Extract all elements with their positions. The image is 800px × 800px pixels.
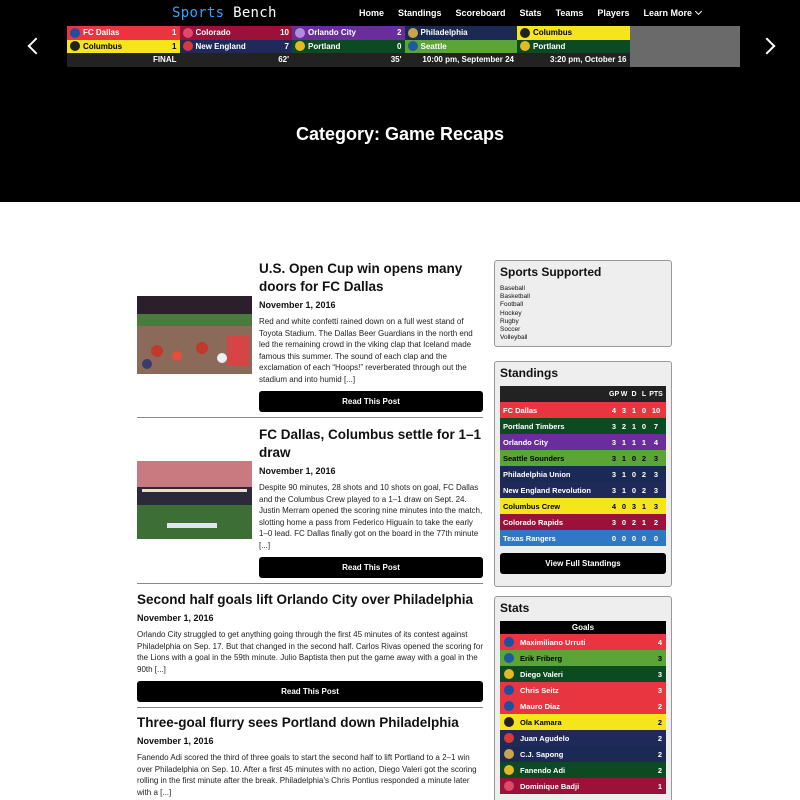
team-name: Portland <box>308 41 341 51</box>
scoreboard-team-row <box>517 40 630 54</box>
team-crest-icon <box>504 669 514 679</box>
goals-header: Goals <box>500 621 666 634</box>
team-name: Seattle <box>420 41 447 51</box>
standings-row[interactable] <box>500 466 666 482</box>
scoreboard-team-row <box>180 40 293 54</box>
team-score: 0 <box>397 41 402 51</box>
logo-text-sports: Sports <box>172 5 225 21</box>
standings-w: 1 <box>621 469 627 479</box>
team-crest-icon <box>504 685 514 695</box>
standings-team: Texas Rangers <box>503 533 556 543</box>
standings-row[interactable] <box>500 514 666 530</box>
team-crest-icon <box>520 28 530 38</box>
scoreboard-game[interactable] <box>517 26 630 67</box>
standings-widget <box>494 361 672 587</box>
sports-supported-widget <box>494 260 672 347</box>
standings-pts: 0 <box>653 533 659 543</box>
goals-row[interactable] <box>500 746 666 762</box>
game-status: 10:00 pm, September 24 <box>405 53 518 67</box>
widget-title: Stats <box>500 601 530 615</box>
team-crest-icon <box>183 28 193 38</box>
standings-team: New England Revolution <box>503 485 591 495</box>
sport-item[interactable]: Soccer <box>500 326 521 334</box>
main-nav <box>359 8 715 18</box>
scoreboard-team-row <box>292 40 405 54</box>
standings-gp: 4 <box>611 405 617 415</box>
standings-pts: 3 <box>653 453 659 463</box>
stadium-sunset-photo <box>137 461 252 539</box>
scoreboard-prev-arrow[interactable] <box>26 36 40 56</box>
standings-row[interactable] <box>500 418 666 434</box>
nav-learn-more-label: Learn More <box>643 8 692 18</box>
standings-d: 0 <box>631 485 637 495</box>
goals-row[interactable] <box>500 762 666 778</box>
standings-team: Seattle Sounders <box>503 453 565 463</box>
standings-team: Columbus Crew <box>503 501 561 511</box>
sport-item[interactable]: Volleyball <box>500 334 528 342</box>
team-crest-icon <box>504 653 514 663</box>
scoreboard-team-row <box>405 40 518 54</box>
team-name: New England <box>195 41 246 51</box>
standings-pts: 2 <box>653 517 659 527</box>
post-3 <box>137 591 483 702</box>
post-excerpt: Fanendo Adi scored the third of three goals to start the second half to lift Portland to a 2–1 win over Philadelphia on Sep. 10. After a first 45 minutes with no action, Diego Valeri got the scoring rolling in the first minute after the break. Philadelphia’s Chris Pontius responded a minute later with a [...] <box>137 753 477 797</box>
read-post-button[interactable]: Read This Post <box>137 681 483 702</box>
player-goals: 4 <box>657 637 662 647</box>
goals-row[interactable] <box>500 634 666 650</box>
standings-l: 1 <box>641 437 647 447</box>
standings-d: 1 <box>631 437 637 447</box>
standings-row[interactable] <box>500 498 666 514</box>
standings-w: 2 <box>621 421 627 431</box>
player-name: C.J. Sapong <box>520 749 564 759</box>
team-crest-icon <box>70 41 80 51</box>
post-title[interactable]: Three-goal flurry sees Portland down Philadelphia <box>137 715 459 730</box>
team-crest-icon <box>408 28 418 38</box>
stats-widget <box>494 596 672 800</box>
sport-item[interactable]: Football <box>500 301 524 309</box>
sport-item[interactable]: Basketball <box>500 293 530 301</box>
goals-row[interactable] <box>500 666 666 682</box>
post-divider <box>137 707 483 708</box>
team-crest-icon <box>70 28 80 38</box>
scoreboard-game[interactable] <box>180 26 293 67</box>
post-1 <box>259 260 483 412</box>
player-goals: 3 <box>657 653 662 663</box>
standings-l: 2 <box>641 469 647 479</box>
standings-gp: 0 <box>611 533 617 543</box>
standings-w: 1 <box>621 485 627 495</box>
team-crest-icon <box>183 41 193 51</box>
player-goals: 2 <box>657 701 662 711</box>
read-post-button[interactable]: Read This Post <box>259 557 483 578</box>
scoreboard-game[interactable] <box>405 26 518 67</box>
team-score: 1 <box>172 28 177 38</box>
scoreboard-empty-slot <box>630 26 740 67</box>
standings-team: Orlando City <box>503 437 549 447</box>
team-score: 2 <box>397 28 402 38</box>
scoreboard-team-row <box>67 40 180 54</box>
sport-item[interactable]: Baseball <box>500 285 525 292</box>
nav-standings[interactable]: Standings <box>398 8 442 18</box>
post-date: November 1, 2016 <box>259 300 336 310</box>
team-name: FC Dallas <box>83 28 120 38</box>
team-crest-icon <box>504 701 514 711</box>
standings-rows <box>500 402 666 546</box>
standings-header <box>500 386 666 402</box>
sports-list <box>500 285 666 342</box>
player-goals: 3 <box>657 669 662 679</box>
post-title[interactable]: Second half goals lift Orlando City over Philadelphia <box>137 592 474 607</box>
top-bar <box>0 0 800 202</box>
standings-gp: 3 <box>611 421 617 431</box>
post-date: November 1, 2016 <box>137 613 214 623</box>
scoreboard-team-row <box>67 26 180 40</box>
player-name: Ola Kamara <box>520 717 562 727</box>
chevron-down-icon <box>695 8 702 15</box>
player-goals: 1 <box>657 781 662 791</box>
player-goals: 2 <box>657 717 662 727</box>
team-name: Orlando City <box>308 28 357 38</box>
standings-gp: 3 <box>611 485 617 495</box>
standings-gp: 3 <box>611 469 617 479</box>
read-post-button[interactable]: Read This Post <box>259 391 483 412</box>
goals-row[interactable] <box>500 714 666 730</box>
standings-l: 0 <box>641 533 647 543</box>
game-status: 62' <box>180 53 293 67</box>
goals-row[interactable] <box>500 682 666 698</box>
nav-learn-more[interactable] <box>643 8 701 18</box>
standings-w: 0 <box>621 517 627 527</box>
standings-d: 2 <box>631 517 637 527</box>
team-crest-icon <box>520 41 530 51</box>
standings-l: 0 <box>641 405 647 415</box>
standings-l: 1 <box>641 517 647 527</box>
post-excerpt: Despite 90 minutes, 28 shots and 10 shots on goal, FC Dallas and the Columbus Crew played to a 1–1 draw on Sept. 24. Justin Merram opened the scoring nine minutes into the match, slotting home a pass from Federico Higuaín to take the early 1–0 lead. FC Dallas finally got on the board in the 77th minute [...] <box>259 483 483 550</box>
scoreboard-ticker <box>67 26 740 67</box>
player-name: Mauro Diaz <box>520 701 561 711</box>
scoreboard-game[interactable] <box>292 26 405 67</box>
standings-row[interactable] <box>500 450 666 466</box>
standings-w: 1 <box>621 453 627 463</box>
player-goals: 3 <box>657 685 662 695</box>
team-name: Colorado <box>195 28 231 38</box>
goals-row[interactable] <box>500 730 666 746</box>
standings-pts: 3 <box>653 469 659 479</box>
chevron-right-icon <box>759 38 776 55</box>
team-name: Columbus <box>533 28 573 38</box>
col-gp: GP <box>609 390 620 398</box>
team-name: Portland <box>533 41 566 51</box>
stadium-crowd-photo <box>137 296 252 374</box>
site-logo[interactable] <box>172 5 277 21</box>
player-goals: 2 <box>657 749 662 759</box>
standings-w: 3 <box>621 405 627 415</box>
goals-rows <box>500 634 666 794</box>
nav-players[interactable]: Players <box>597 8 630 18</box>
team-name: Columbus <box>83 41 123 51</box>
standings-d: 0 <box>631 533 637 543</box>
col-pts: PTS <box>649 390 663 398</box>
standings-d: 3 <box>631 501 637 511</box>
scoreboard-team-row <box>517 26 630 40</box>
standings-w: 1 <box>621 437 627 447</box>
nav-teams[interactable]: Teams <box>555 8 584 18</box>
goals-row[interactable] <box>500 650 666 666</box>
player-name: Diego Valeri <box>520 669 563 679</box>
post-divider <box>137 583 483 584</box>
post-date: November 1, 2016 <box>259 466 336 476</box>
standings-w: 0 <box>621 501 627 511</box>
standings-team: FC Dallas <box>503 405 538 415</box>
team-crest-icon <box>295 41 305 51</box>
goals-row[interactable] <box>500 778 666 794</box>
col-d: D <box>631 390 637 398</box>
post-date: November 1, 2016 <box>137 736 214 746</box>
nav-scoreboard[interactable]: Scoreboard <box>455 8 506 18</box>
team-crest-icon <box>504 733 514 743</box>
standings-gp: 3 <box>611 437 617 447</box>
game-status: FINAL <box>67 53 180 67</box>
post-excerpt: Orlando City struggled to get anything going through the first 45 minutes of its contest against Philadelphia on Sep. 17. But that changed in the second half. Carlos Rivas opened the scoring for the Lions with a goal in the 59th minute. Julio Baptista then put the game away with a goal in the 90th [...] <box>137 630 484 674</box>
standings-pts: 3 <box>653 485 659 495</box>
standings-gp: 4 <box>611 501 617 511</box>
team-crest-icon <box>504 637 514 647</box>
standings-pts: 4 <box>653 437 659 447</box>
standings-pts: 7 <box>653 421 659 431</box>
standings-team: Philadelphia Union <box>503 469 571 479</box>
nav-stats[interactable]: Stats <box>519 8 542 18</box>
standings-row[interactable] <box>500 402 666 418</box>
standings-gp: 3 <box>611 517 617 527</box>
page-title: Category: Game Recaps <box>295 124 505 144</box>
team-crest-icon <box>504 749 514 759</box>
team-score: 7 <box>284 41 289 51</box>
player-name: Juan Agudelo <box>520 733 570 743</box>
team-crest-icon <box>504 765 514 775</box>
team-crest-icon <box>295 28 305 38</box>
standings-l: 2 <box>641 453 647 463</box>
standings-l: 1 <box>641 501 647 511</box>
goals-row[interactable] <box>500 698 666 714</box>
view-full-standings-button[interactable]: View Full Standings <box>500 553 666 574</box>
team-crest-icon <box>504 717 514 727</box>
player-name: Dominique Badji <box>520 781 580 791</box>
standings-d: 1 <box>631 421 637 431</box>
standings-d: 1 <box>631 405 637 415</box>
player-name: Fanendo Adi <box>520 765 566 775</box>
team-score: 10 <box>280 28 289 38</box>
scoreboard-team-row <box>405 26 518 40</box>
standings-team: Colorado Rapids <box>503 517 564 527</box>
standings-pts: 3 <box>653 501 659 511</box>
standings-team: Portland Timbers <box>503 421 565 431</box>
standings-l: 0 <box>641 421 647 431</box>
standings-d: 0 <box>631 453 637 463</box>
post-divider <box>137 417 483 418</box>
logo-text-bench: Bench <box>224 5 277 21</box>
col-w: W <box>620 390 628 398</box>
team-score: 1 <box>172 41 177 51</box>
player-goals: 2 <box>657 765 662 775</box>
nav-home[interactable]: Home <box>359 8 385 18</box>
chevron-left-icon <box>28 38 45 55</box>
post-4 <box>137 714 483 798</box>
team-name: Philadelphia <box>420 28 468 38</box>
team-crest-icon <box>504 781 514 791</box>
scoreboard-game[interactable] <box>67 26 180 67</box>
standings-gp: 3 <box>611 453 617 463</box>
standings-pts: 10 <box>651 405 661 415</box>
standings-d: 0 <box>631 469 637 479</box>
player-name: Maximiliano Urruti <box>520 637 586 647</box>
widget-title: Standings <box>500 366 559 380</box>
sport-item[interactable]: Rugby <box>500 317 519 325</box>
player-name: Chris Seitz <box>520 685 559 695</box>
player-name: Erik Friberg <box>520 653 563 663</box>
widget-title: Sports Supported <box>500 265 602 279</box>
scoreboard-team-row <box>292 26 405 40</box>
sport-item[interactable]: Hockey <box>500 309 522 317</box>
standings-l: 2 <box>641 485 647 495</box>
standings-row[interactable] <box>500 434 666 450</box>
standings-row[interactable] <box>500 482 666 498</box>
standings-w: 0 <box>621 533 627 543</box>
post-title[interactable]: U.S. Open Cup win opens many doors for FC Dallas <box>259 261 463 294</box>
post-thumbnail-1[interactable] <box>137 296 252 374</box>
post-thumbnail-2[interactable] <box>137 461 252 539</box>
scoreboard-team-row <box>180 26 293 40</box>
standings-row[interactable] <box>500 530 666 546</box>
post-2 <box>259 426 483 578</box>
game-status: 35' <box>292 53 405 67</box>
col-l: L <box>641 390 647 398</box>
player-goals: 2 <box>657 733 662 743</box>
post-title[interactable]: FC Dallas, Columbus settle for 1–1 draw <box>259 427 482 460</box>
game-status: 3:20 pm, October 16 <box>517 53 630 67</box>
team-crest-icon <box>408 41 418 51</box>
scoreboard-next-arrow[interactable] <box>762 36 776 56</box>
post-excerpt: Red and white confetti rained down on a full west stand of Toyota Stadium. The Dallas Beer Guardians in the north end led the remaining crowd in the viking clap that Iceland made famous this summer. The sound of each clap and the exclamation of each “Hoops!” reverberated through out the stadium and into humid [...] <box>259 317 473 384</box>
